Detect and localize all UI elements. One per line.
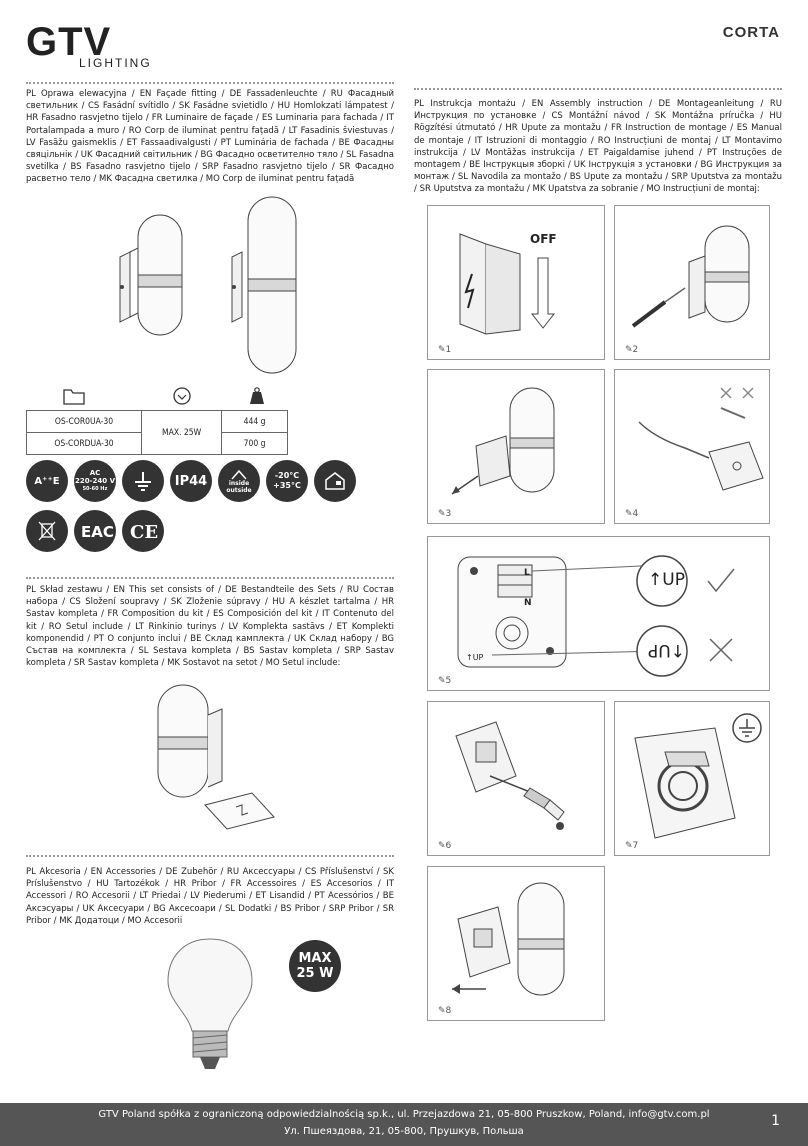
footer-address-cyrillic: Ул. Пшеяздова, 21, 05-800, Прушкув, Польша [284,1126,524,1137]
brand-subtitle: LIGHTING [79,56,152,70]
ground-connection-illustration [625,708,765,848]
frequency-label: 50-60 Hz [82,486,108,492]
accessories-text: PL Akcesoria / EN Accessories / DE Zubehör / RU Аксессуары / CS Příslušenství / SK Príslušenstvo / HU Tartozékok / HR Pribor / FR Accessoires / ES Accesorios / IT Accessori / RO Accesorii / LT Priedai / LV Piederumi / ET Lisandid / PT Acessórios / BE Аксэсуары / UK Аксесуари / BG Аксесоари / SL Dodatki / BS Pribor / SRP Pribor / SR Pribor / MK Додатоци / MO Accesorii [26,867,394,926]
step-1-panel [427,205,605,360]
wall-mount-icon [314,460,356,502]
set-contents-text: PL Skład zestawu / EN This set consists of / DE Bestandteile des Sets / RU Состав набора / CS Složení soupravy / SK Zloženie súpravy / HU A készlet tartalma / HR Sastav kompleta / FR Composition du kit / ES Composición del kit / IT Contenuto del kit / RO Setul include / LT Rinkinio turinys / LV Komplekta sastāvs / ET Komplekti komponendid / PT O conjunto inclui / BE Склад камплекта / UK Склад набору / BG Състав на комплекта / SL Sestava kompleta / BS Sastav kompleta / SRP Sastav kompleta / SR Sastav kompleta / MK Sostavot na setot / MO Setul include: [26,585,394,669]
description-text: PL Oprawa elewacyjna / EN Façade fitting / DE Fassadenleuchte / RU Фасадный светильник / CS Fasádní svítidlo / SK Fasádne svietidlo / HU Homlokzati lámpatest / HR Fasadno rasvjetno tijelo / FR Luminaire de façade / ES Luminaria para fachada / IT Portalampada a muro / RO Corp de iluminat pentru fațadă / LT Fasadinis šviestuvas / LV Fasāžu gaismeklis / ET Fassaadivalgusti / PT Luminária de fachada / BE Фасадны свяцільнік / UK Фасадний світильник / BG Фасадно осветително тяло / SL Fasadna svetilka / BS Fasadno rasvjetno tijelo / SRP Fasadno rasvjetno tijelo / SR Фасадно расветно тело / MK Фасадна светилка / MO Corp de iluminat pentru fațadă [26,89,394,185]
weight-icon [247,386,267,406]
inside-outside-badge [218,460,260,502]
base-removal-illustration [448,384,588,504]
step-8-panel [427,866,605,1021]
temp-min-label: -20°C [274,471,300,480]
step-number: ✎6 [438,841,452,851]
step-7-panel [614,701,770,856]
weight-value: 700 g [222,433,288,455]
svg-text:EAC: EAC [81,523,114,541]
ce-mark-icon [122,510,164,552]
product-code: OS-CORDUA-30 [27,433,142,455]
product-code: OS-COR0UA-30 [27,411,142,433]
up-small-label: ↑UP [466,653,484,662]
footer-address: GTV Poland spółka z ograniczoną odpowiedzialnością sp.k., ul. Przejazdowa 21, 05-800 Pruszkow, Poland, info@gtv.com.pl [98,1109,710,1120]
up-correct-label: ↑UP [648,570,685,590]
svg-text:CE: CE [130,522,159,543]
cable-connection-illustration [440,716,590,836]
temperature-badge [266,460,308,502]
power-icon [172,386,192,406]
step-number: ✎2 [625,345,639,355]
power-value: MAX. 25W [142,411,222,455]
step-number: ✎1 [438,345,452,355]
product-illustration [100,195,320,375]
step-number: ✎3 [438,509,452,519]
step-4-panel [614,369,770,524]
step-2-panel [614,205,770,360]
footer [0,1103,808,1146]
step-number: ✎5 [438,676,452,686]
neutral-label: N [524,598,532,608]
table-row [27,411,288,433]
max-wattage-badge [289,940,341,992]
earth-ground-icon [122,460,164,502]
certification-badges [26,460,386,556]
voltage-label: 220-240 V [75,477,115,485]
screw-removal-illustration [625,222,765,342]
divider [26,82,394,84]
divider [414,88,782,90]
divider [26,855,394,857]
assembly-instruction-text: PL Instrukcja montażu / EN Assembly instruction / DE Montageanleitung / RU Инструкция по установке / CS Montážní návod / SK Montážna príručka / HU Rögzítési útmutató / HR Upute za montažu / FR Instruction de montage / ES Manual de montaje / IT Istruzioni di montaggio / RO Instrucțiuni de montaj / LT Montavimo instrukcija / LV Montāžas instrukcija / ET Paigaldamise juhend / PT Instruções de montagem / BE Інструкцыя зборкі / UK Інструкція з установки / BG Инструкция за монтаж / SL Navodila za montažo / BS Upute za montažu / SRP Uputstva za montažu / SR Uputstva za montažu / MK Upatstva za sobranie / MO Instrucțiuni de montaj: [414,99,782,195]
brand-name: GTV [26,20,112,64]
step-number: ✎7 [625,841,639,851]
power-off-illustration [456,224,586,339]
page-number: 1 [771,1113,780,1129]
inside-label: inside [228,480,250,487]
outside-label: outside [226,487,252,494]
final-assembly-illustration [440,877,590,1002]
terminal-orientation-illustration [452,551,762,681]
step-6-panel [427,701,605,856]
wattage-label: 25 W [296,966,334,981]
max-label: MAX [298,951,332,966]
spec-table [26,410,288,455]
temp-max-label: +35°C [273,481,301,490]
folder-icon [62,386,86,406]
up-incorrect-label: ↑UP [648,640,685,660]
model-name: CORTA [722,24,780,41]
live-label: L [524,568,530,578]
step-number: ✎4 [625,509,639,519]
step-5-panel [427,536,770,691]
weight-value: 444 g [222,411,288,433]
ip-rating-badge [170,460,212,502]
wire-strip-illustration [625,378,765,508]
brand-logo [26,20,152,70]
light-bulb-illustration [160,935,260,1075]
weee-bin-icon [26,510,68,552]
energy-class-badge [26,460,68,502]
eac-mark-icon [74,510,116,552]
off-label: OFF [530,232,557,246]
divider [26,577,394,579]
step-number: ✎8 [438,1006,452,1016]
ac-label: AC [89,469,101,477]
set-illustration [150,675,280,845]
energy-class-label: A⁺⁺E [34,475,60,487]
step-3-panel [427,369,605,524]
ac-voltage-badge [74,460,116,502]
ip-rating-label: IP44 [174,473,208,489]
